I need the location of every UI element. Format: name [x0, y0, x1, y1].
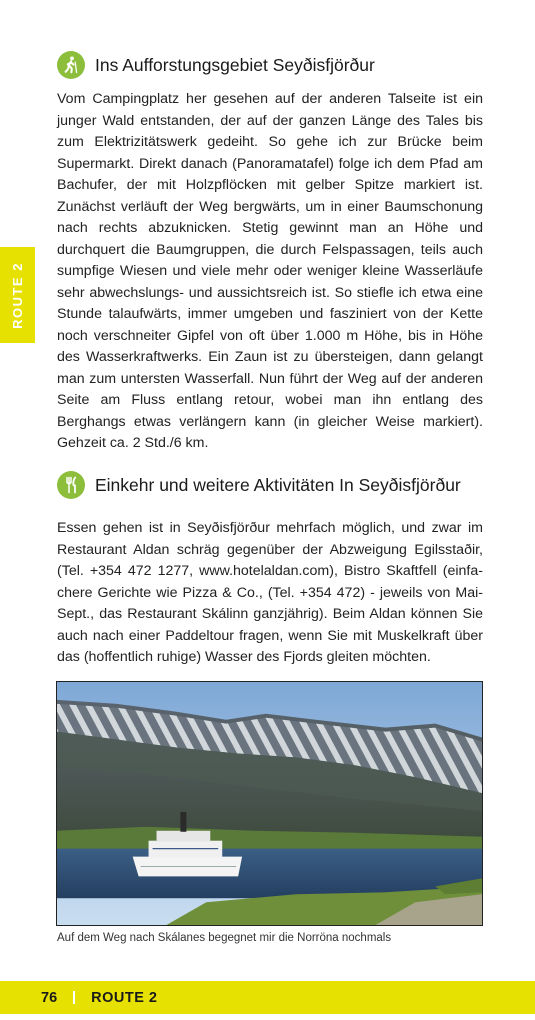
hiker-icon — [57, 51, 85, 79]
section-title: Einkehr und weitere Aktivitäten In Seyðisfjörður — [95, 474, 461, 495]
page-number: 76 — [41, 989, 58, 1006]
footer-route-label: ROUTE 2 — [91, 989, 158, 1006]
route-side-tab-label: ROUTE 2 — [10, 261, 25, 329]
fjord-ferry-photo — [56, 681, 483, 926]
route-side-tab — [0, 247, 35, 343]
footer-separator — [73, 991, 75, 1004]
page-footer — [0, 981, 535, 1014]
section-heading-forest — [57, 51, 375, 79]
section-text-dining: Essen gehen ist in Seyðisfjörður mehrfach möglich, und zwar im Restaurant Aldan schräg gegenüber der Abzweigung Egilsstaðir, (Tel. +354 472 1277, www.hotelaldan.com), Bistro Skaftfell (einfachere Gerichte wie Pizza & Co., (Tel. +354 472) - jeweils von Mai-Sept., das Restaurant Skálinn ganzjährig). Beim Aldan können Sie auch nach einer Paddeltour fragen, wenn Sie mit Muskelkraft über das (hoffentlich ruhige) Wasser des Fjords gleiten möchten. — [57, 520, 483, 665]
section-text-forest: Vom Campingplatz her gesehen auf der anderen Talseite ist ein junger Wald entstanden, der auf der ganzen Länge des Tales bis zum Elektrizitätswerk gedeiht. So gehe ich zur Brücke beim Supermarkt. Direkt danach (Panoramatafel) folge ich dem Pfad am Bachufer, der mit Holzpflöcken mit gelber Spitze markiert ist. Zunächst verläuft der Weg bergwärts, um in einer Baumschonung nach rechts abzuknicken. Stetig gewinnt man an Höhe und durchquert die Baumgruppen, die durch Felspassagen, teils auch sumpfige Wiesen und viele mehr oder weniger kleine Wasserläufe sehr abwechslungs- und aussichtsreich ist. So stiefle ich etwa eine Stunde talaufwärts, immer umgeben und fasziniert von der Kette noch verschneiter Gipfel von oft über 1.000 m Höhe, bis in Höhe des Wasserkraftwerks. Ein Zaun ist zu übersteigen, dann gelangt man zum untersten Wasserfall. Nun führt der Weg auf der anderen Seite am Fluss entlang retour, wobei man ihn entlang des Berghangs etwas verlängern kann (in gleicher Weise markiert). Gehzeit ca. 2 Std./6 km. — [57, 91, 483, 451]
section-heading-dining — [57, 471, 461, 499]
fork-knife-icon — [57, 471, 85, 499]
section-title: Ins Aufforstungsgebiet Seyðisfjörður — [95, 54, 375, 75]
photo-caption: Auf dem Weg nach Skálanes begegnet mir die Norröna nochmals — [57, 932, 392, 944]
